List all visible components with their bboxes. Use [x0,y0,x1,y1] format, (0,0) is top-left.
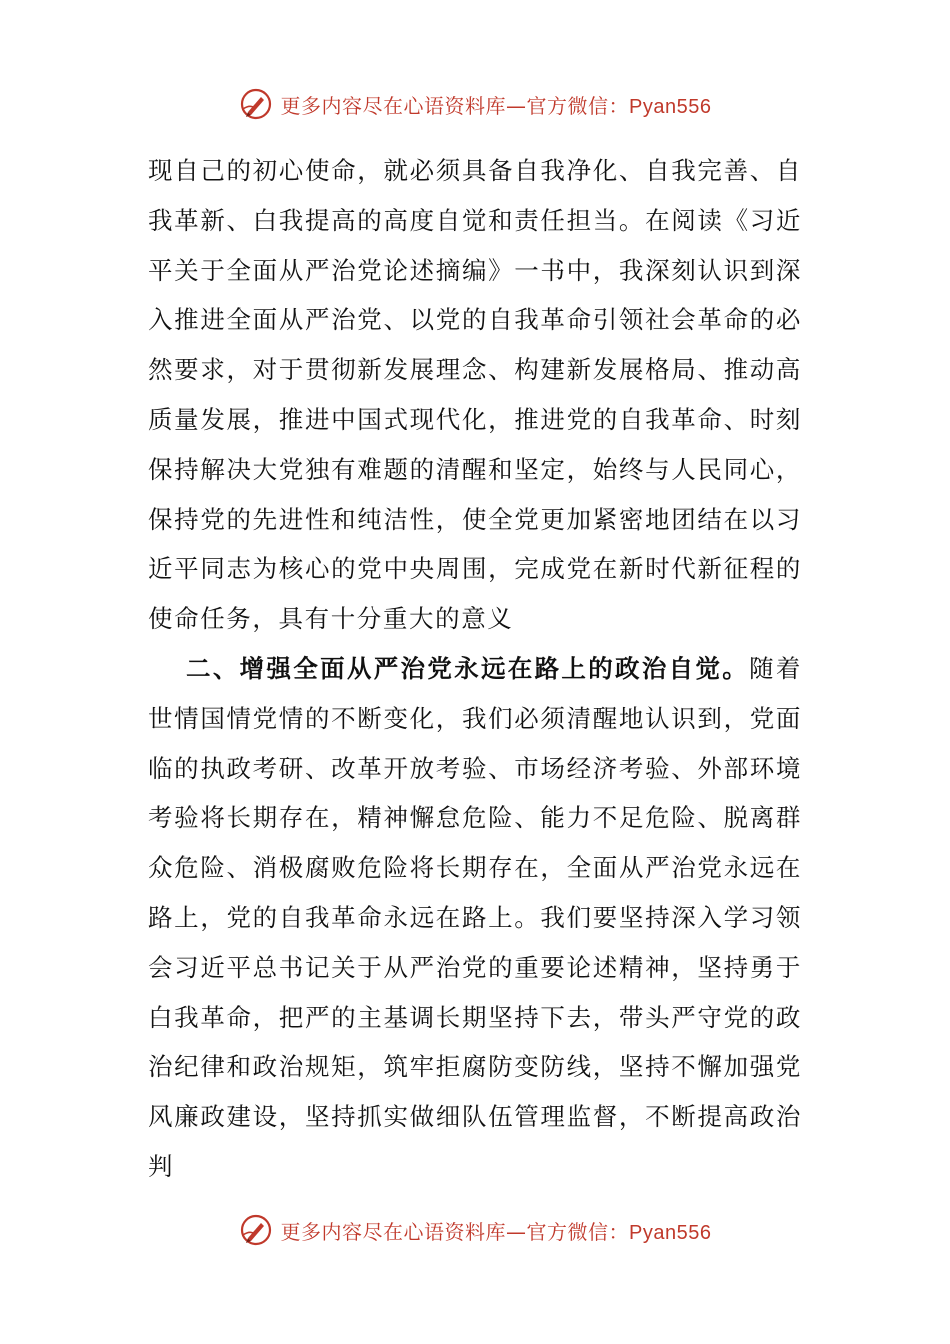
document-body [148,146,802,1192]
section-heading: 二、增强全面从严治党永远在路上的政治自觉。 [186,653,750,683]
pen-logo-icon [239,87,273,121]
header-watermark [0,84,950,124]
watermark-text [281,1216,712,1245]
watermark-brand: 更多内容尽在心语资料库 [280,1219,507,1244]
watermark-label: 官方微信： [526,1219,630,1244]
footer-watermark [0,1210,950,1250]
section-body: 随着世情国情党情的不断变化，我们必须清醒地认识到，党面临的执政考研、改革开放考验、市场经济考验、外部环境考验将长期存在，精神懈怠危险、能力不足危险、脱离群众危险、消极腐败危险将长期存在，全面从严治党永远在路上，党的自我革命永远在路上。我们要坚持深入学习领会习近平总书记关于从严治党的重要论述精神，坚持勇于白我革命，把严的主基调长期坚持下去，带头严守党的政治纪律和政治规矩，筑牢拒腐防变防线，坚持不懈加强党风廉政建设，坚持抓实做细队伍管理监督，不断提高政治判 [148,653,802,1181]
watermark-separator: — [506,1219,527,1244]
watermark-brand: 更多内容尽在心语资料库 [280,93,507,118]
watermark-label: 官方微信： [526,93,630,118]
paragraph-continuation: 现自己的初心使命，就必须具备自我净化、自我完善、自我革新、白我提高的高度自觉和责任担当。在阅读《习近平关于全面从严治党论述摘编》一书中，我深刻认识到深入推进全面从严治党、以党的自我革命引领社会革命的必然要求，对于贯彻新发展理念、构建新发展格局、推动高质量发展，推进中国式现代化，推进党的自我革命、时刻保持解决大党独有难题的清醒和坚定，始终与人民同心，保持党的先进性和纯洁性，使全党更加紧密地团结在以习近平同志为核心的党中央周围，完成党在新时代新征程的使命任务，具有十分重大的意义 [148,156,802,634]
watermark-separator: — [506,93,527,118]
watermark-text [281,90,712,119]
watermark-account: Pyan556 [629,1221,712,1244]
watermark-account: Pyan556 [629,95,712,118]
paragraph-section-two [148,644,802,1192]
pen-logo-icon [239,1213,273,1247]
